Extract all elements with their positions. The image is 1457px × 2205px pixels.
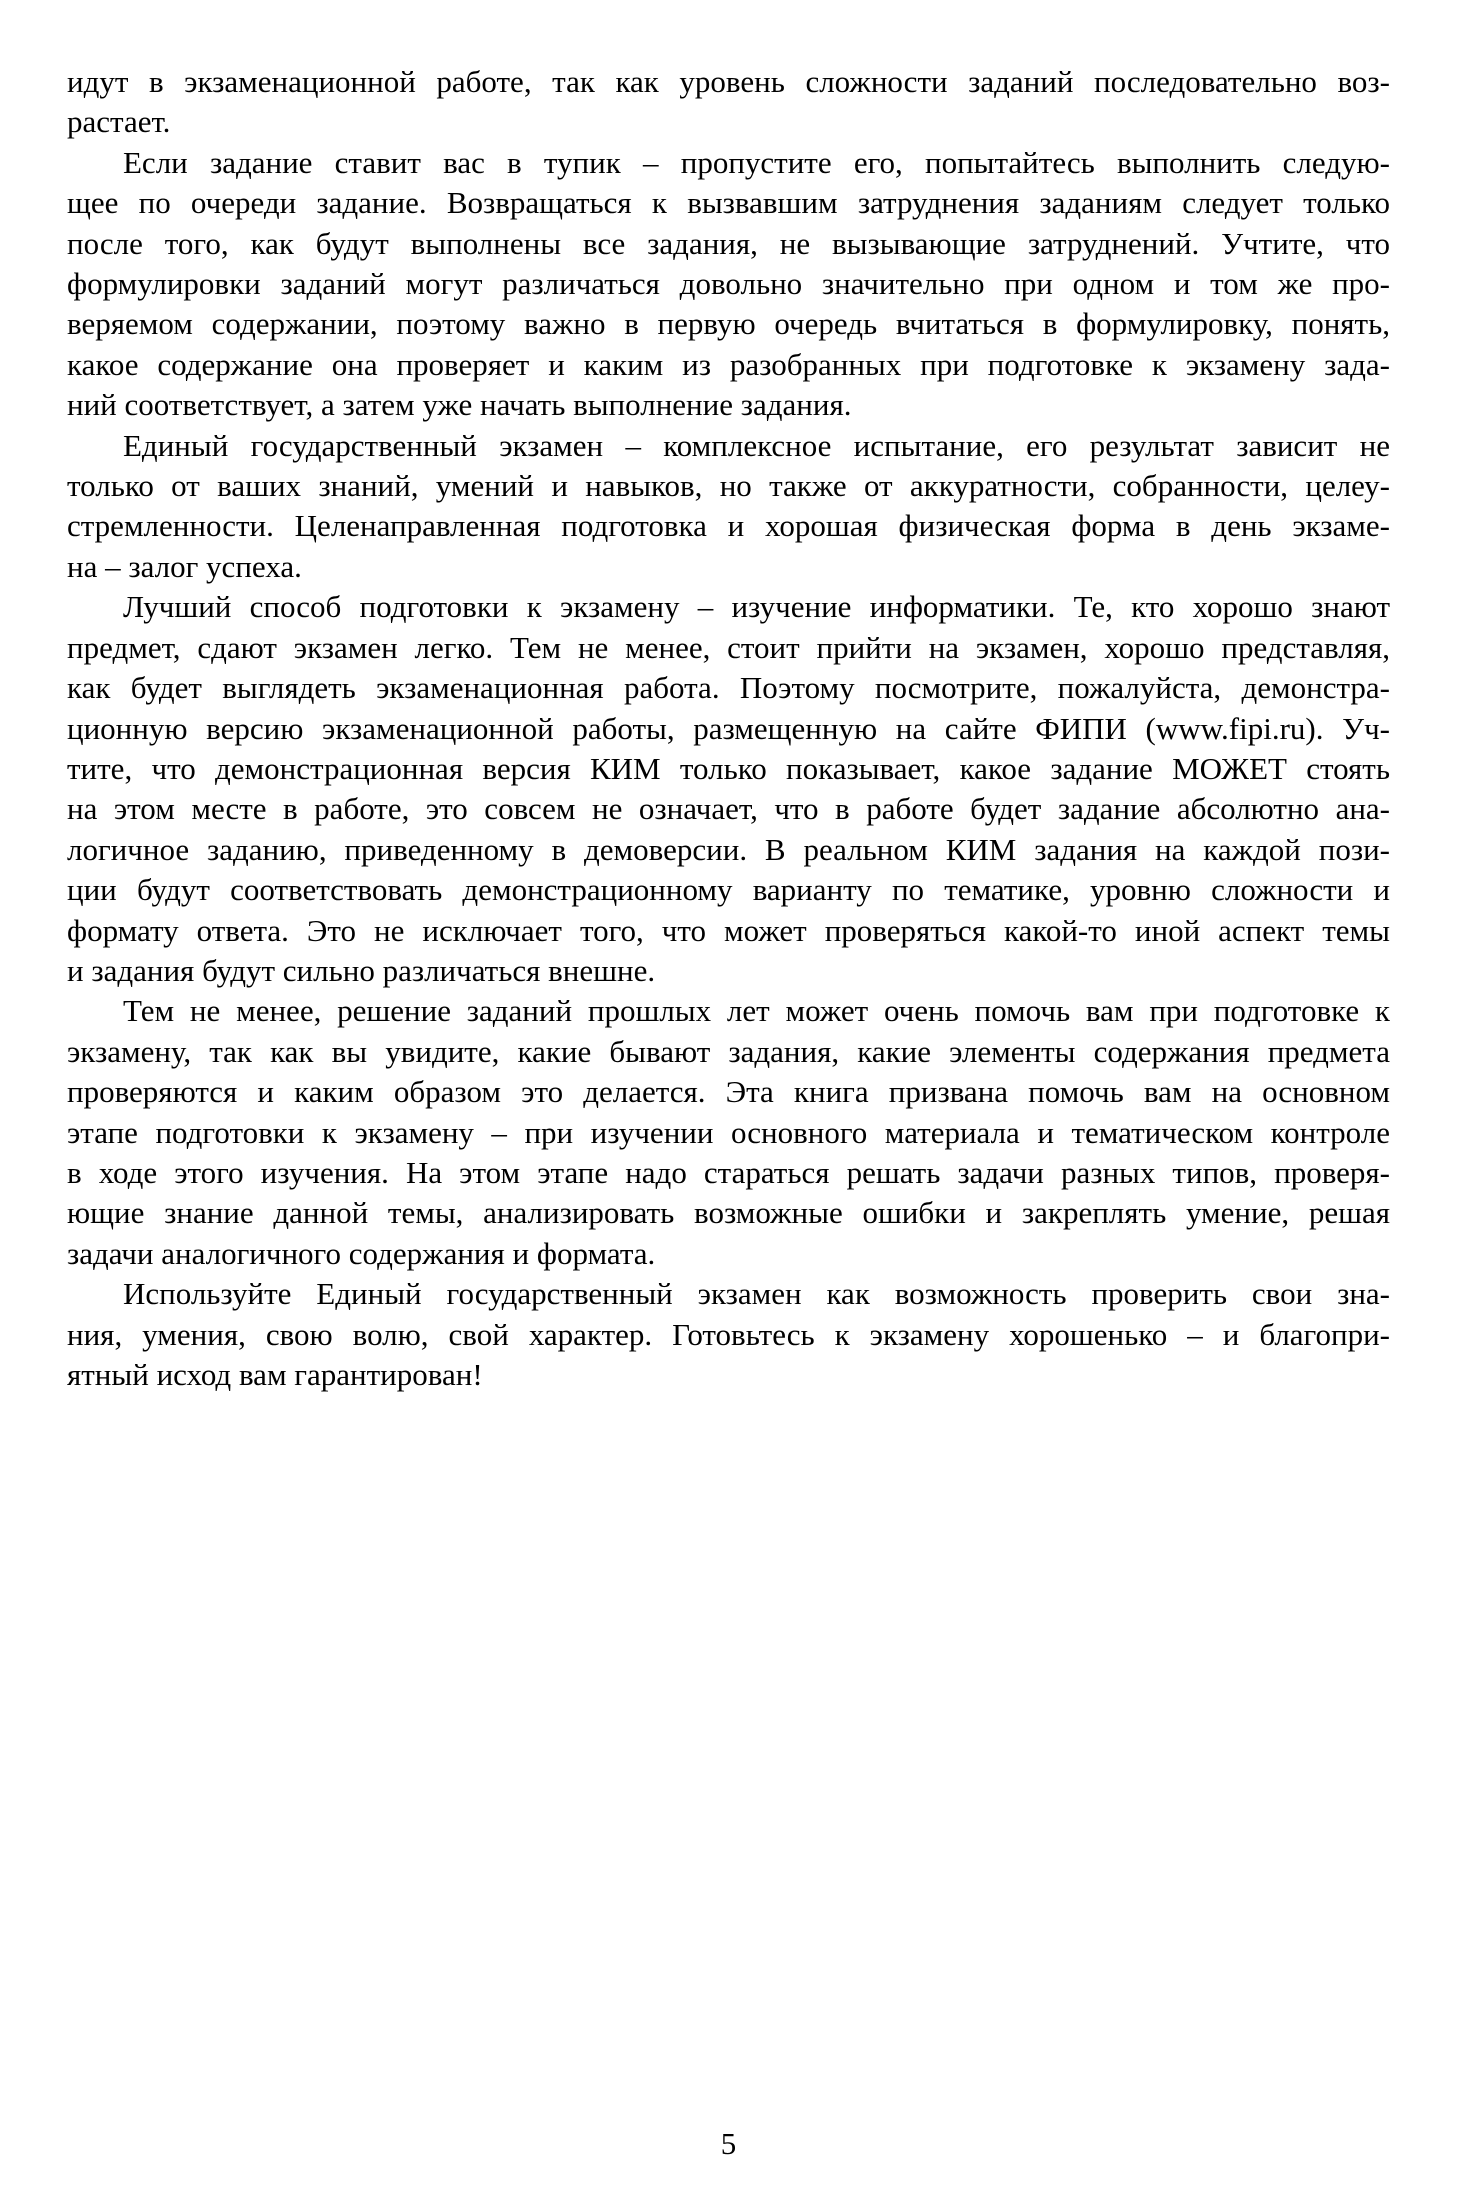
text-line: на – залог успеха.	[67, 548, 302, 584]
text-line: на этом месте в работе, это совсем не означает, что в работе будет задание абсолютно ана-	[67, 791, 1390, 827]
text-line: ции будут соответствовать демонстрационному варианту по тематике, уровню сложности и	[67, 872, 1390, 908]
text-line: идут в экзаменационной работе, так как уровень сложности заданий последовательно воз-	[67, 64, 1390, 99]
text-line: стремленности. Целенаправленная подготовка и хорошая физическая форма в день экзаме-	[67, 508, 1390, 544]
text-line: задачи аналогичного содержания и формата.	[67, 1235, 656, 1271]
text-line: после того, как будут выполнены все задания, не вызывающие затруднений. Учтите, что	[67, 225, 1390, 261]
paragraph	[67, 587, 1390, 991]
text-line: как будет выглядеть экзаменационная работа. Поэтому посмотрите, пожалуйста, демонстра-	[67, 670, 1390, 706]
text-line: в ходе этого изучения. На этом этапе надо стараться решать задачи разных типов, проверя-	[67, 1154, 1390, 1190]
text-line: щее по очереди задание. Возвращаться к вызвавшим затруднения заданиям следует только	[67, 185, 1390, 221]
paragraph	[67, 62, 1390, 143]
text-line: формату ответа. Это не исключает того, что может проверяться какой-то иной аспект темы	[67, 912, 1390, 948]
text-line: Единый государственный экзамен – комплексное испытание, его результат зависит не	[123, 427, 1390, 463]
paragraph	[67, 143, 1390, 426]
text-line: и задания будут сильно различаться внешне.	[67, 952, 656, 988]
text-line: этапе подготовки к экзамену – при изучении основного материала и тематическом контроле	[67, 1114, 1390, 1150]
paragraph	[67, 1274, 1390, 1395]
paragraph	[67, 426, 1390, 588]
text-line: растает.	[67, 104, 171, 140]
text-line: Тем не менее, решение заданий прошлых лет может очень помочь вам при подготовке к	[123, 993, 1390, 1029]
text-line: ющие знание данной темы, анализировать возможные ошибки и закреплять умение, решая	[67, 1195, 1390, 1231]
paragraph	[67, 991, 1390, 1274]
text-line: формулировки заданий могут различаться довольно значительно при одном и том же про-	[67, 266, 1390, 302]
text-line: Используйте Единый государственный экзамен как возможность проверить свои зна-	[123, 1276, 1390, 1312]
text-line: ний соответствует, а затем уже начать выполнение задания.	[67, 387, 852, 423]
text-line: логичное заданию, приведенному в демоверсии. В реальном КИМ задания на каждой пози-	[67, 831, 1390, 867]
text-line: Лучший способ подготовки к экзамену – изучение информатики. Те, кто хорошо знают	[123, 589, 1390, 625]
text-line: только от ваших знаний, умений и навыков, но также от аккуратности, собранности, целеу-	[67, 468, 1390, 504]
text-line: предмет, сдают экзамен легко. Тем не менее, стоит прийти на экзамен, хорошо представляя,	[67, 629, 1390, 665]
text-line: Если задание ставит вас в тупик – пропустите его, попытайтесь выполнить следую-	[123, 144, 1390, 180]
text-line: какое содержание она проверяет и каким из разобранных при подготовке к экзамену зада-	[67, 346, 1390, 382]
text-line: экзамену, так как вы увидите, какие бывают задания, какие элементы содержания предмета	[67, 1033, 1390, 1069]
text-line: ционную версию экзаменационной работы, размещенную на сайте ФИПИ (www.fipi.ru). Уч-	[67, 710, 1390, 746]
text-line: веряемом содержании, поэтому важно в первую очередь вчитаться в формулировку, понять,	[67, 306, 1390, 342]
page-text	[67, 62, 1390, 1395]
text-line: проверяются и каким образом это делается. Эта книга призвана помочь вам на основном	[67, 1074, 1390, 1110]
text-line: ятный исход вам гарантирован!	[67, 1357, 483, 1392]
page-number: 5	[720, 2126, 737, 2161]
text-line: ния, умения, свою волю, свой характер. Готовьтесь к экзамену хорошенько – и благопри-	[67, 1316, 1390, 1352]
text-line: тите, что демонстрационная версия КИМ только показывает, какое задание МОЖЕТ стоять	[67, 750, 1390, 786]
